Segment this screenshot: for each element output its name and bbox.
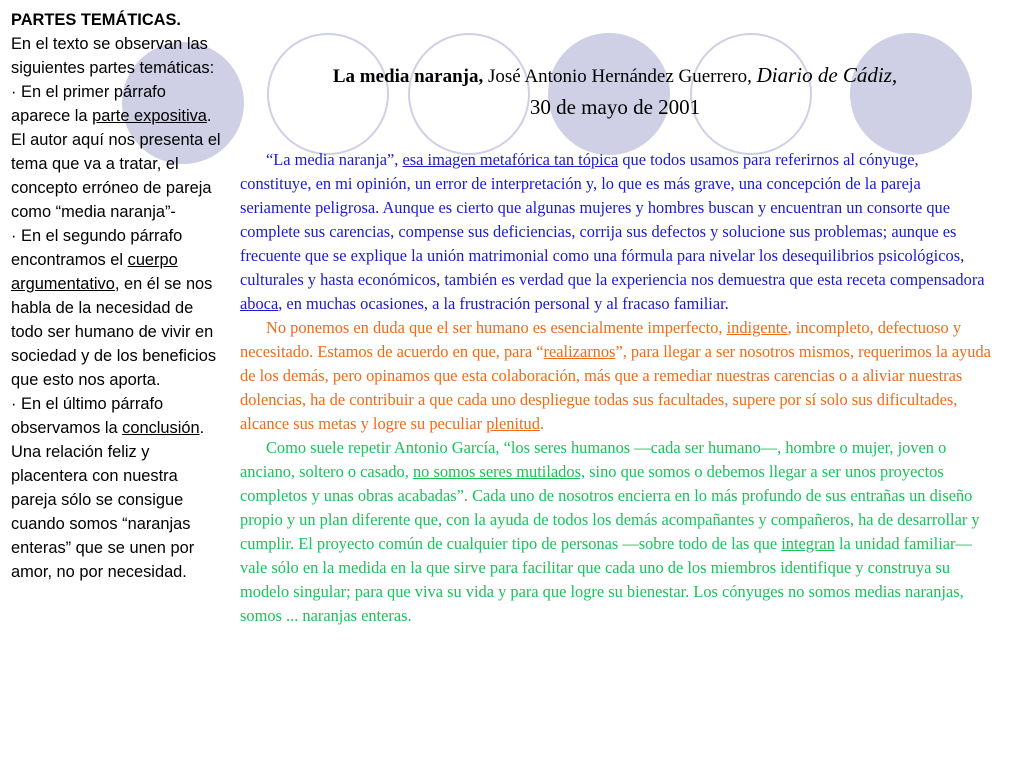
paragraph-3-text-a: Como suele repetir Antonio García, “los seres humanos —cada ser humano—, hombre o mujer, joven o anciano, soltero o casado,	[240, 438, 947, 481]
paragraph-3-text-c: la unidad familiar— vale sólo en la medida en la que sirve para facilitar que cada uno de los miembros identifique y construya su modelo singular; para que viva su vida y para que logre su bienestar. Los cónyuges no somos medias naranjas, somos ... naranjas enteras.	[240, 534, 972, 625]
paragraph-2	[240, 316, 992, 436]
thematic-item-3-desc: . Una relación feliz y placentera con nuestra pareja sólo se consigue cuando somos “naranjas enteras” que se unen por amor, no por necesidad.	[11, 419, 205, 581]
thematic-item-2-desc: , en él se nos habla de la necesidad de todo ser humano de vivir en sociedad y de los beneficios que esto nos aporta.	[11, 275, 217, 389]
paragraph-2-underlined-3: plenitud	[486, 414, 540, 433]
article-source: Diario de Cádiz,	[756, 63, 898, 87]
article-date: 30 de mayo de 2001	[529, 95, 701, 119]
paragraph-2-text-b: , incompleto, defectuoso y necesitado. Estamos de acuerdo en que, para “	[240, 318, 962, 361]
thematic-item-3-term: conclusión	[122, 419, 200, 437]
paragraph-1	[240, 148, 992, 316]
paragraph-2-text-d: .	[539, 414, 545, 433]
paragraph-1-text-c: , en muchas ocasiones, a la frustración personal y al fracaso familiar.	[278, 294, 729, 313]
thematic-item-2-text: · En el segundo párrafo encontramos el	[11, 227, 183, 269]
thematic-item-1-desc: . El autor aquí nos presenta el tema que va a tratar, el concepto erróneo de pareja como “media naranja”-	[11, 107, 221, 221]
article-author: José Antonio Hernández Guerrero,	[483, 66, 757, 87]
paragraph-2-text-a: No ponemos en duda que el ser humano es esencialmente imperfecto,	[266, 318, 727, 337]
article-title	[240, 60, 990, 122]
thematic-parts-intro: En el texto se observan las siguientes partes temáticas:	[11, 35, 215, 77]
paragraph-2-underlined-1: indigente	[726, 318, 788, 337]
paragraph-2-underlined-2: realizarnos	[543, 342, 616, 361]
paragraph-2-text-c: ”, para llegar a ser nosotros mismos, requerimos la ayuda de los demás, pero opinamos que esta colaboración, más que a remediar nuestras carencias o a aliviar nuestras dolencias, ha de contribuir a que cada uno despliegue todas sus facultades, supere por sí solo sus dificultades, alcance sus metas y logre su peculiar	[240, 342, 991, 433]
thematic-item-3-text: · En el último párrafo observamos la	[11, 395, 164, 437]
thematic-item-1-term: parte expositiva	[92, 107, 207, 125]
paragraph-1-underlined-2: aboca	[240, 294, 279, 313]
thematic-item-1	[11, 80, 225, 224]
thematic-item-2-term: cuerpo argumentativo	[11, 251, 178, 293]
article-body	[240, 148, 992, 628]
paragraph-3-underlined-1: no somos seres mutilados,	[412, 462, 586, 481]
paragraph-3	[240, 436, 992, 628]
article-work-title: La media naranja,	[332, 66, 484, 87]
thematic-parts-panel	[11, 8, 225, 584]
paragraph-1-text-a: “La media naranja”,	[266, 150, 403, 169]
paragraph-3-underlined-2: integran	[781, 534, 835, 553]
thematic-item-1-text: · En el primer párrafo aparece la	[11, 83, 166, 125]
thematic-item-2	[11, 224, 225, 392]
thematic-item-3	[11, 392, 225, 584]
article-title-line	[240, 60, 990, 92]
thematic-parts-heading: PARTES TEMÁTICAS.	[11, 11, 181, 29]
paragraph-1-underlined-1: esa imagen metafórica tan tópica	[402, 150, 619, 169]
paragraph-1-text-b: que todos usamos para referirnos al cónyuge, constituye, en mi opinión, un error de interpretación y, lo que es más grave, una concepción de la pareja seriamente peligrosa. Aunque es cierto que algunas mujeres y hombres buscan y encuentran un consorte que complete sus carencias, compense sus deficiencias, corrija sus defectos y solucione sus problemas; aunque es frecuente que se explique la unión matrimonial como una fórmula para nivelar los desequilibrios psicológicos, culturales y hasta económicos, también es verdad que la experiencia nos demuestra que esta receta compensadora	[240, 150, 985, 289]
paragraph-3-text-b: sino que somos o debemos llegar a ser unos proyectos completos y unas obras acabadas”. Cada uno de nosotros encierra en lo más profundo de sus entrañas un diseño propio y un plan diferente que, con la ayuda de todos los demás acompañantes y compañeros, ha de desarrollar y cumplir. El proyecto común de cualquier tipo de personas —sobre todo de las que	[240, 462, 980, 553]
